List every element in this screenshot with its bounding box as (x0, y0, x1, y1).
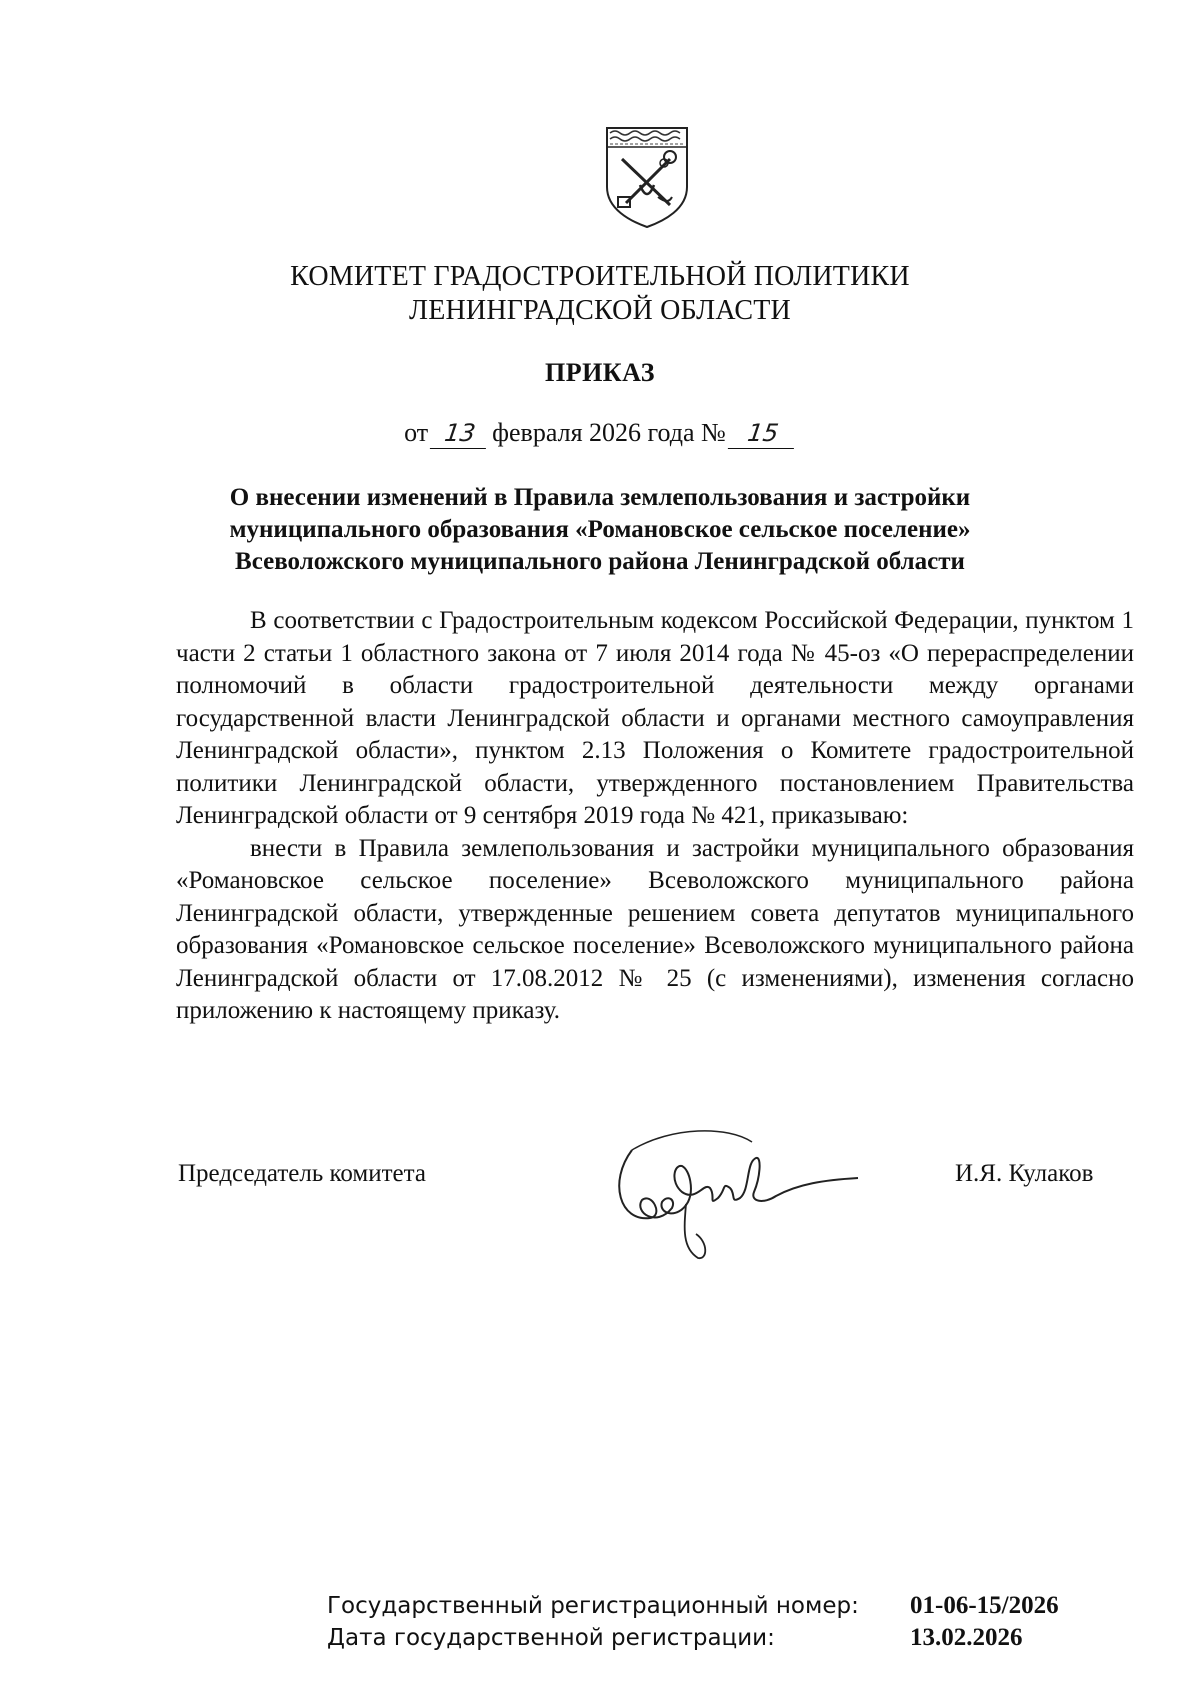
coat-of-arms-icon (604, 125, 690, 229)
handwritten-signature (612, 1122, 872, 1262)
registration-values (910, 1590, 1059, 1654)
document-number-handwritten: 15 (728, 418, 798, 449)
date-rest: февраля 2026 года № (492, 418, 726, 447)
organization-name-line1: КОМИТЕТ ГРАДОСТРОИТЕЛЬНОЙ ПОЛИТИКИ (290, 261, 910, 292)
date-day-handwritten: 13 (430, 418, 490, 449)
signatory-position: Председатель комитета (178, 1160, 426, 1187)
title-line: О внесении изменений в Правила землепользования и застройки (229, 484, 971, 511)
organization-name-line2: ЛЕНИНГРАДСКОЙ ОБЛАСТИ (409, 295, 791, 326)
document-type: ПРИКАЗ (544, 358, 656, 387)
title-line: муниципального образования «Романовское сельское поселение» (229, 516, 971, 543)
registration-number-label: Государственный регистрационный номер: (327, 1593, 859, 1619)
registration-labels (327, 1590, 859, 1654)
body-paragraph: В соответствии с Градостроительным кодексом Российской Федерации, пунктом 1 части 2 статьи 1 областного закона от 7 июля 2014 года № 45-оз «О перераспределении полномочий в области градостроительной деятельности между органами государственной власти Ленинградской области и органами местного самоуправления Ленинградской области», пунктом 2.13 Положения о Комитете градостроительной политики Ленинградской области, утвержденного постановлением Правительства Ленинградской области от 9 сентября 2019 года № 421, приказываю: (176, 607, 1134, 829)
registration-number-value: 01-06-15/2026 (910, 1592, 1059, 1619)
date-prefix: от (404, 418, 429, 447)
document-body (176, 605, 1134, 1028)
registration-date-label: Дата государственной регистрации: (327, 1625, 775, 1651)
document-title (0, 482, 1200, 578)
registration-date-value: 13.02.2026 (910, 1624, 1023, 1651)
document-date-line (0, 416, 1200, 450)
title-line: Всеволожского муниципального района Ленинградской области (235, 548, 965, 575)
signatory-name: И.Я. Кулаков (955, 1160, 1094, 1187)
body-paragraph: внести в Правила землепользования и застройки муниципального образования «Романовское сельское поселение» Всеволожского муниципального района Ленинградской области, утвержденные решением совета депутатов муниципального образования «Романовское сельское поселение» Всеволожского муниципального района Ленинградской области от 17.08.2012 № 25 (с изменениями), изменения согласно приложению к настоящему приказу. (176, 834, 1134, 1024)
